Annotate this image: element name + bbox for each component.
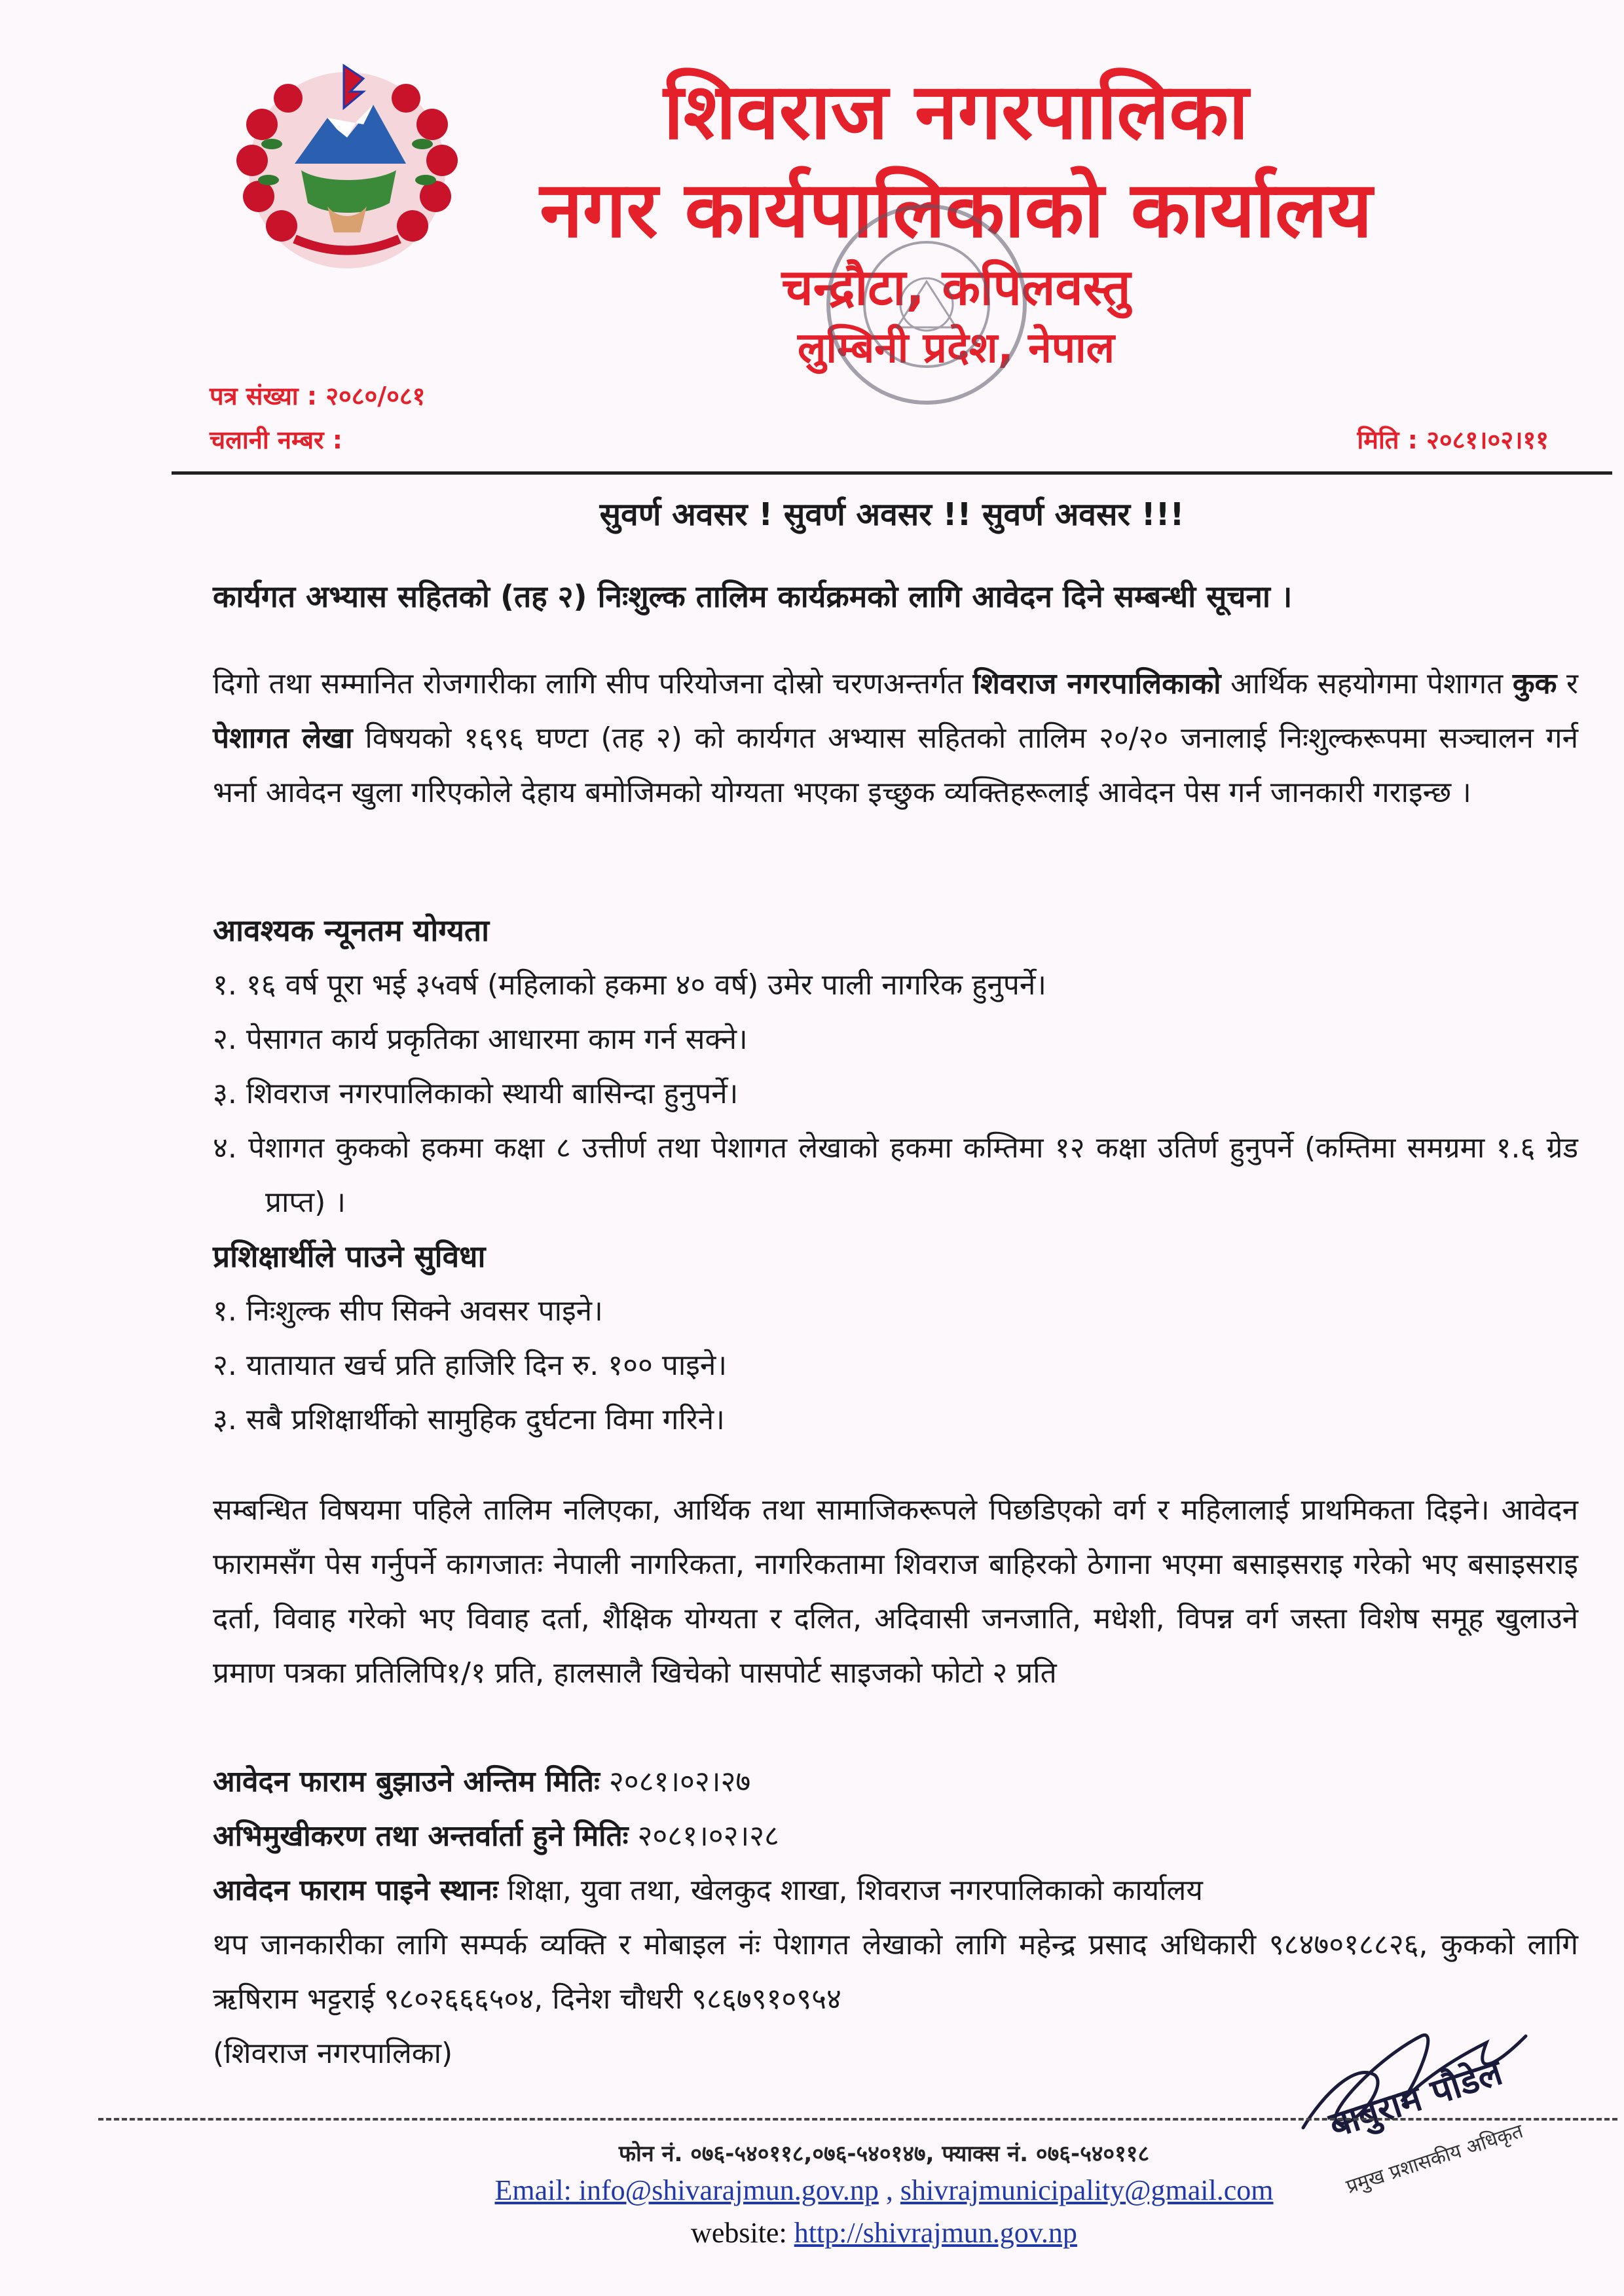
address-line-1: चन्द्रौटा, कपिलवस्तु — [781, 258, 1131, 316]
qualifications-heading: आवश्यक न्यूनतम योग्यता — [213, 913, 490, 948]
footer-phone: फोन नं. ०७६-५४०११८,०७६-५४०१४७, फ्याक्स नं. ०७६-५४०११८ — [618, 2141, 1150, 2167]
interview-label: अभिमुखीकरण तथा अन्तर्वार्ता हुने मितिः — [213, 1819, 629, 1853]
list-item: २. पेसागत कार्य प्रकृतिका आधारमा काम गर्न सक्ने। — [213, 1023, 748, 1056]
address-line-2: लुम्बिनी प्रदेश, नेपाल — [797, 324, 1115, 373]
interview-line — [213, 1809, 1578, 1863]
list-item: ४. पेशागत कुकको हकमा कक्षा ८ उत्तीर्ण तथा पेशागत लेखाको हकमा कम्तिमा १२ कक्षा उतिर्ण हुनुपर्ने (कम्तिमा समग्रमा १.६ ग्रेड प्राप्त) । — [213, 1131, 1578, 1219]
signatory-title: प्रमुख प्रशासकीय अधिकृत — [1343, 2119, 1526, 2199]
intro-text: दिगो तथा सम्मानित रोजगारीका लागि सीप परियोजना दोस्रो चरणअन्तर्गत — [213, 667, 973, 701]
interview-value: २०८१।०२।२८ — [628, 1819, 779, 1853]
qualifications-list — [213, 958, 1578, 1230]
nepal-emblem-logo — [223, 52, 471, 275]
signatory-name: बाबुराम पौडेल — [1324, 2051, 1507, 2146]
list-item: १. निःशुल्क सीप सिक्ने अवसर पाइने। — [213, 1294, 603, 1328]
deadline-value: २०८१।०२।२७ — [599, 1765, 751, 1798]
website-link[interactable]: http://shivrajmun.gov.np — [794, 2217, 1077, 2249]
intro-text: विषयको १६९६ घण्टा (तह २) को कार्यगत अभ्यास सहितको तालिम २०/२० जनालाई निःशुल्करूपमा सञ्चालन गर्न भर्ना आवेदन खुला गरिएकोले देहाय बमोजिमको योग्यता भएका इच्छुक व्यक्तिहरूलाई आवेदन पेस गर्न जानकारी गराइन्छ । — [213, 721, 1578, 809]
email-link[interactable]: Email: info@shivarajmun.gov.np — [494, 2174, 879, 2206]
benefits-heading: प्रशिक्षार्थीले पाउने सुविधा — [213, 1239, 486, 1274]
intro-municipality: शिवराज नगरपालिकाको — [972, 667, 1221, 701]
notice-title: कार्यगत अभ्यास सहितको (तह २) निःशुल्क तालिम कार्यक्रमको लागि आवेदन दिने सम्बन्धी सूचना । — [213, 579, 1293, 614]
header-divider — [172, 471, 1612, 475]
list-item: २. यातायात खर्च प्रति हाजिरि दिन रु. १०० पाइने। — [213, 1349, 727, 1382]
place-line — [213, 1863, 1578, 1918]
footer-email — [393, 2174, 1375, 2207]
list-item: ३. शिवराज नगरपालिकाको स्थायी बासिन्दा हुनुपर्ने। — [213, 1077, 739, 1110]
letter-number: पत्र संख्या : २०८०/०८१ — [210, 382, 426, 410]
intro-accounting: पेशागत लेखा — [213, 721, 353, 755]
office-name: नगर कार्यपालिकाको कार्यालय — [540, 164, 1373, 255]
contact-org: (शिवराज नगरपालिका) — [213, 2037, 453, 2070]
intro-paragraph — [213, 657, 1578, 820]
intro-cook: कुक — [1512, 667, 1557, 701]
contact-info: थप जानकारीका लागि सम्पर्क व्यक्ति र मोबाइल नंः पेशागत लेखाको लागि महेन्द्र प्रसाद अधिकारी ९८४७०१८८२६, कुकको लागि ऋषिराम भट्टराई ९८०२६६६५०४, दिनेश चौधरी ९८६७९१०९५४ — [213, 1928, 1578, 2016]
website-label: website: — [691, 2217, 794, 2249]
email-link-2[interactable]: shivrajmunicipality@gmail.com — [900, 2174, 1274, 2206]
intro-text: आर्थिक सहयोगमा पेशागत — [1221, 667, 1513, 701]
qualifications-section — [213, 903, 1578, 1447]
dispatch-number: चलानी नम्बर : — [210, 426, 343, 454]
golden-opportunity-heading: सुवर्ण अवसर ! सुवर्ण अवसर !! सुवर्ण अवसर !!! — [599, 496, 1185, 533]
footer-website — [393, 2216, 1375, 2250]
list-item: १. १६ वर्ष पूरा भई ३५वर्ष (महिलाको हकमा ४० वर्ष) उमेर पाली नागरिक हुनुपर्ने। — [213, 968, 1046, 1002]
email-separator: , — [878, 2174, 900, 2206]
intro-text: र — [1557, 667, 1578, 701]
list-item: ३. सबै प्रशिक्षार्थीको सामुहिक दुर्घटना विमा गरिने। — [213, 1403, 725, 1436]
benefits-list — [213, 1284, 1578, 1447]
documents-paragraph: सम्बन्धित विषयमा पहिले तालिम नलिएका, आर्थिक तथा सामाजिकरूपले पिछडिएको वर्ग र महिलालाई प्राथमिकता दिइने। आवेदन फारामसँग पेस गर्नुपर्ने कागजातः नेपाली नागरिकता, नागरिकतामा शिवराज बाहिरको ठेगाना भएमा बसाइसराइ गरेको भए बसाइसराइ दर्ता, विवाह गरेको भए विवाह दर्ता, शैक्षिक योग्यता र दलित, अदिवासी जनजाति, मधेशी, विपन्न वर्ग जस्ता विशेष समूह खुलाउने प्रमाण पत्रका प्रतिलिपि१/१ प्रति, हालसालै खिचेको पासपोर्ट साइजको फोटो २ प्रति — [213, 1493, 1578, 1690]
deadline-line — [213, 1755, 1578, 1809]
org-name: शिवराज नगरपालिका — [663, 66, 1249, 156]
letter-date: मिति : २०८१।०२।११ — [1357, 426, 1549, 454]
place-value: शिक्षा, युवा तथा, खेलकुद शाखा, शिवराज नगरपालिकाको कार्यालय — [498, 1874, 1203, 1907]
office-seal-stamp — [819, 196, 1035, 412]
place-label: आवेदन फाराम पाइने स्थानः — [213, 1874, 498, 1907]
deadline-label: आवेदन फाराम बुझाउने अन्तिम मितिः — [213, 1765, 600, 1798]
footer-divider — [98, 2118, 1617, 2121]
